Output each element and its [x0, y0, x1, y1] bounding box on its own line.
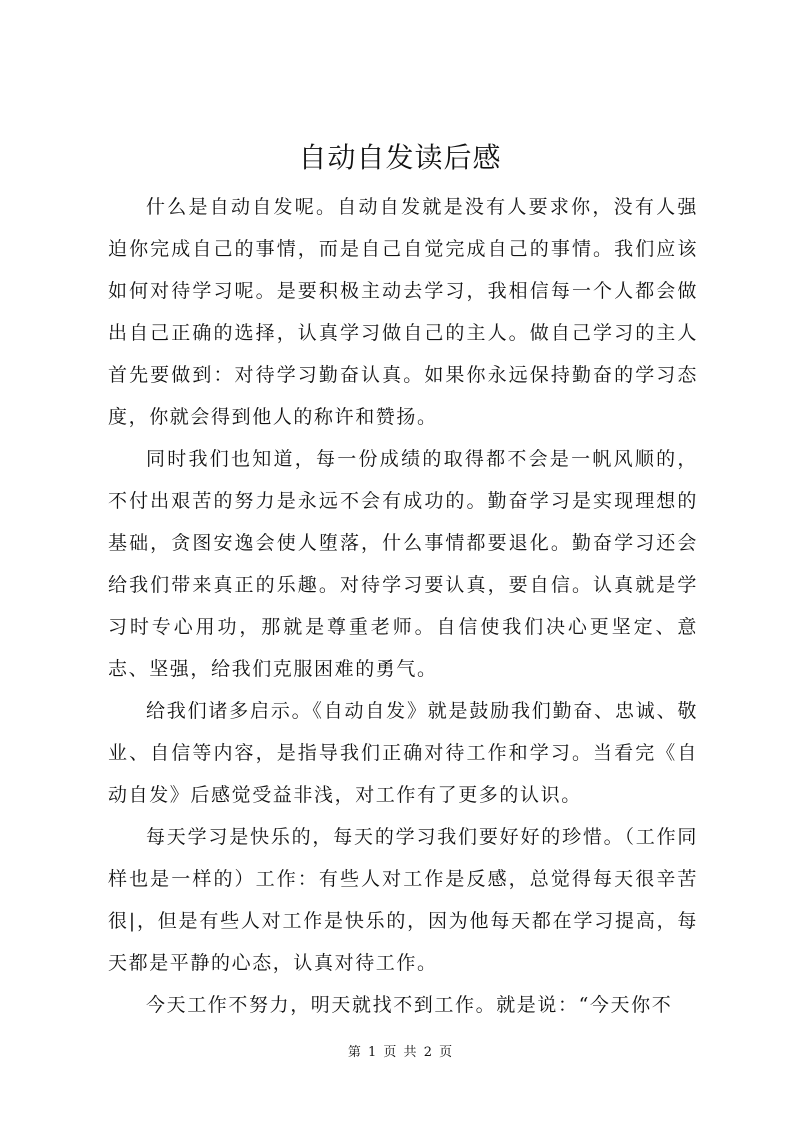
paragraph: 给我们诸多启示。《自动自发》就是鼓励我们勤奋、忠诚、敬业、自信等内容，是指导我们正确对待工作和学习。当看完《自动自发》后感觉受益非浅，对工作有了更多的认识。 — [108, 700, 698, 806]
page-number-footer: 第 1 页 共 2 页 — [347, 1045, 453, 1060]
document-body — [108, 186, 698, 1026]
paragraph: 每天学习是快乐的，每天的学习我们要好好的珍惜。（工作同样也是一样的）工作：有些人对工作是反感，总觉得每天很辛苦很|，但是有些人对工作是快乐的，因为他每天都在学习提高，每天都是平静的心态，认真对待工作。 — [108, 826, 698, 974]
document-title: 自动自发读后感 — [298, 141, 502, 174]
paragraph: 今天工作不努力，明天就找不到工作。就是说：“今天你不 — [146, 994, 673, 1016]
paragraph: 同时我们也知道，每一份成绩的取得都不会是一帆风顺的，不付出艰苦的努力是永远不会有成功的。勤奋学习是实现理想的基础，贪图安逸会使人堕落，什么事情都要退化。勤奋学习还会给我们带来真正的乐趣。对待学习要认真，要自信。认真就是学习时专心用功，那就是尊重老师。自信使我们决心更坚定、意志、坚强，给我们克服困难的勇气。 — [108, 448, 698, 680]
paragraph: 什么是自动自发呢。自动自发就是没有人要求你，没有人强迫你完成自己的事情，而是自己自觉完成自己的事情。我们应该如何对待学习呢。是要积极主动去学习，我相信每一个人都会做出自己正确的选择，认真学习做自己的主人。做自己学习的主人首先要做到：对待学习勤奋认真。如果你永远保持勤奋的学习态度，你就会得到他人的称许和赞扬。 — [108, 196, 698, 428]
